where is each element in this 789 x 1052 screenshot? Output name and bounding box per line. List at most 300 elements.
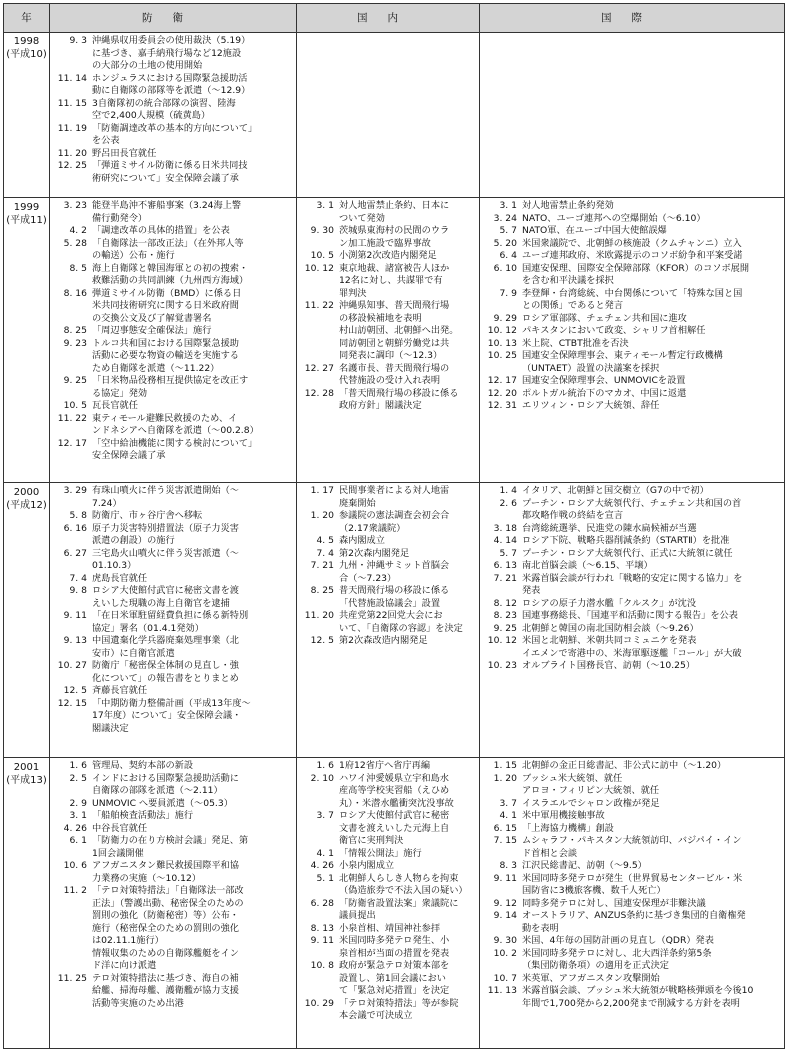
event-text: 中国遺棄化学兵器廃棄処理事業（北 安市）に自衛官派遣 [92,635,239,659]
event-text: 李登輝・台湾総統、中台関係について「特殊な国と国 との関係」であると発言 [522,287,743,311]
event-entry [50,698,295,736]
event-date: 9. 11 [310,935,334,946]
event-entry [297,510,478,535]
event-entry [480,238,783,251]
event-date [480,785,522,798]
event-entry [480,498,783,523]
event-date: 9. 11 [63,610,87,621]
event-entry [480,225,783,238]
event-entry [297,300,478,325]
event-entry [480,985,783,1010]
event-text: 3自衛隊初の統合部隊の演習、陸海 空で2,400人規模（硫黄島） [92,97,236,121]
event-entry [50,438,295,463]
event-date: 3. 7 [316,810,334,821]
event-entry [480,388,783,401]
event-text: 北朝鮮と韓国の南北国防相会談（～9.26） [522,622,699,634]
event-text: 村山訪朝団、北朝鮮へ出発。 [339,325,459,336]
event-text: 瓦長官就任 [92,400,138,411]
event-date: 11. 15 [57,97,87,109]
event-text: テロ対策特措法に基づき、海自の補 給艦、掃海母艦、護衛艦が協力支援 活動等実施のため出港 [92,972,239,1009]
event-text: 「防衛省設置法案」衆議院に 議員提出 [339,897,459,921]
event-date: 3. 1 [316,200,334,211]
event-text: 米国、4年毎の国防計画の見直し（QDR）発表 [522,935,714,946]
event-date: 10. 12 [487,325,517,336]
event-date: 12. 31 [487,400,517,411]
event-date: 10. 5 [310,250,334,261]
event-text: 沖縄県収用委員会の使用裁決（5.19） に基づき、嘉手納飛行場など12施設 の大部分の土地の使用開始 [92,35,251,71]
event-date: 12. 17 [57,437,87,449]
event-date: 11. 19 [57,122,87,134]
event-text: 小泉内閣成立 [339,860,395,871]
event-entry [50,810,295,823]
event-entry [297,200,478,225]
event-date: 8. 16 [63,287,87,299]
event-date: 9. 12 [493,897,517,909]
event-date: 1. 4 [499,485,517,496]
event-entry [50,35,295,73]
event-date: 1. 20 [493,772,517,784]
event-date: 10. 6 [63,860,87,871]
event-text: 「調達改革の具体的措置」を公表 [92,225,230,236]
event-entry [480,375,783,388]
event-date: 3. 18 [493,522,517,534]
event-entry [297,998,478,1023]
event-text: NATO軍、在ユーゴ中国大使館誤爆 [522,225,667,236]
event-entry [480,313,783,326]
event-date: 6. 13 [493,560,517,571]
event-entry [297,773,478,811]
event-date: 4. 1 [499,810,517,821]
event-text: 米露首脳会談が行われ「戦略的安定に関する協力」を 発表 [522,572,743,596]
era-label: (平成11) [6,215,47,226]
event-entry [50,798,295,811]
event-text: ロシア大使館付武官に秘密 文書を渡えいした元海上自 衛官に実刑判決 [339,810,450,846]
event-date: 7. 9 [499,287,517,299]
event-entry [50,523,295,548]
event-entry [480,535,783,548]
event-date: 4. 26 [310,860,334,871]
event-entry [50,823,295,836]
event-date: 9. 13 [63,635,87,646]
defense-events-2000 [50,485,295,755]
event-entry [297,485,478,510]
event-date: 12. 17 [487,375,517,386]
event-entry [50,948,295,973]
event-date: 10. 13 [487,337,517,349]
event-date: 6. 15 [493,822,517,834]
event-entry [297,363,478,388]
event-entry [297,325,478,338]
event-text: 防衛庁「秘密保全体制の見直し・強 化について」の報告書をとりまとめ [92,660,239,684]
event-text: 同時多発テロに対し、国連安保理が非難決議 [522,897,706,909]
domestic-events-1998 [297,35,478,195]
event-text: 「周辺事態安全確保法」施行 [92,325,212,336]
event-text: 原子力災害特別措置法（原子力災害 派遣の創設）の施行 [92,522,239,546]
event-date: 9. 25 [493,622,517,634]
event-date: 4. 2 [69,225,87,236]
event-entry [50,375,295,400]
event-text: 政府が緊急テロ対策本部を 設置し、第1回会議におい て「緊急対応措置」を決定 [339,960,450,996]
event-date: 9. 29 [493,312,517,324]
event-date: 12. 27 [304,362,334,374]
event-entry [480,873,783,898]
event-entry [50,548,295,573]
event-date: 9. 23 [63,337,87,349]
event-date: 11. 20 [57,147,87,159]
event-entry [50,685,295,698]
event-text: 「弾道ミサイル防衛に係る日米共同技 術研究について」安全保障会議了承 [92,160,248,184]
event-entry [480,910,783,935]
event-date: 8. 13 [310,922,334,934]
event-entry [50,238,295,263]
event-date: 2. 10 [310,772,334,784]
event-text: 同訪朝団と朝鮮労働党は共 同発表に調印（～12.3） [339,337,450,361]
event-text: 民間事業者による対人地雷 廃棄開始 [339,485,450,509]
event-text: 「空中給油機能に関する検討について」 安全保障会議了承 [92,437,258,461]
event-entry [297,535,478,548]
event-entry [480,263,783,288]
event-text: 1府12省庁へ省庁再編 [339,760,431,771]
event-entry [480,213,783,226]
event-date: 6. 27 [63,547,87,559]
event-text: オルブライト国務長官、訪朝（～10.25） [522,660,696,671]
event-text: 「在日米軍駐留経費負担に係る新特別 協定」署名（01.4.1発効） [92,610,249,634]
event-date: 10. 7 [493,972,517,984]
event-text: イエメンで寄港中の、米海軍駆逐艦「コール」が大破 [522,647,742,659]
event-text: 「船舶検査活動法」施行 [92,810,194,821]
event-entry [297,560,478,585]
event-date: 9. 8 [69,585,87,596]
event-date: 7. 21 [310,560,334,571]
event-text: イスラエルでシャロン政権が発足 [522,797,660,809]
event-entry [480,598,783,611]
era-label: (平成10) [6,49,47,60]
header-domestic: 国内 [357,12,418,24]
event-entry [50,585,295,610]
event-entry [50,760,295,773]
event-date: 2. 5 [69,772,87,784]
event-text: 国連安全保障理事会、UNMOVICを設置 [522,375,686,386]
event-entry [50,160,295,185]
event-date: 10. 8 [310,960,334,971]
event-text: ロシア軍部隊、チェチェン共和国に進攻 [522,312,687,324]
event-text: 茨城県東海村の民間のウラ ン加工施設で臨界事故 [339,225,450,249]
event-entry [480,860,783,873]
event-date: 7. 4 [316,547,334,559]
event-entry [297,585,478,610]
event-date: 6. 28 [310,897,334,909]
event-text: ポルトガル統治下のマカオ、中国に返還 [522,387,687,399]
event-date: 3. 1 [69,810,87,821]
event-date: 8. 5 [69,262,87,274]
event-entry [480,935,783,948]
event-text: 虎島長官就任 [92,572,148,584]
event-text: 海上自衛隊と韓国海軍との初の捜索・ 救難活動の共同訓練（九州西方海域） [92,262,249,286]
event-text: 北朝鮮の金正日総書記、非公式に訪中（～1.20） [522,760,727,771]
event-entry [50,773,295,798]
event-date: 10. 2 [493,947,517,959]
event-date: 11. 13 [487,985,517,996]
header-defense: 防衛 [142,12,203,24]
event-entry [297,263,478,301]
event-text: ロシア下院、戦略兵器削減条約（STARTⅡ）を批准 [522,535,730,546]
event-entry [50,400,295,413]
year-label: 2001 [13,762,40,773]
event-date: 12. 28 [304,387,334,399]
event-text: 九州・沖縄サミット首脳会 合（～7.23） [339,560,450,584]
event-date: 12. 15 [57,697,87,709]
event-entry [480,635,783,648]
event-text: 「防衛調達改革の基本的方向について」 を公表 [92,122,258,146]
event-entry [50,485,295,510]
event-date: 2. 9 [69,797,87,809]
event-entry [480,773,783,786]
event-entry [480,523,783,536]
event-date: 10. 12 [304,262,334,274]
event-text: 東ティモール避難民救援のため、イ ンドネシアへ自衛隊を派遣（～00.2.8） [92,412,259,436]
event-text: 「防衛力の在り方検討会議」発足、第 1回会議開催 [92,835,249,859]
event-date: 8. 23 [493,610,517,621]
event-date: 8. 25 [63,325,87,336]
event-text: 米国同時多発テロが発生（世界貿易センタービル・米 国防省に3機旅客機、数千人死亡） [522,872,743,896]
event-entry [297,548,478,561]
event-entry [50,148,295,161]
domestic-events-1999 [297,200,478,480]
event-text: ブッシュ米大統領、就任 [522,772,623,784]
event-entry [480,823,783,836]
event-date: 3. 1 [499,200,517,211]
event-date: 9. 25 [63,375,87,386]
event-date: 9. 11 [493,872,517,884]
event-date: 12. 5 [310,635,334,646]
event-text: 第2次森内閣発足 [339,547,410,559]
event-text: ロシア大使館付武官に秘密文書を渡 えいした現職の海上自衛官を逮捕 [92,585,239,609]
event-entry [480,485,783,498]
event-text: 国連安全保障理事会、東ティモール暫定行政機構 （UNTAET）設置の決議案を採択 [522,350,723,374]
era-label: (平成12) [6,500,47,511]
event-text: 普天間飛行場の移設に係る 「代替施設協議会」設置 [339,585,450,609]
event-date: 9. 14 [493,910,517,921]
event-entry [480,760,783,773]
event-text: インドにおける国際緊急援助活動に 自衛隊の部隊を派遣（～2.11） [92,772,239,796]
event-entry [480,623,783,636]
year-cell [4,761,49,787]
event-date: 9. 3 [69,35,87,46]
event-entry [50,98,295,123]
event-entry [50,200,295,225]
event-date: 10. 27 [57,660,87,671]
event-entry [50,610,295,635]
event-date [480,648,522,661]
event-text: 参議院の憲法調査会初会合 （2.17衆議院） [339,510,450,534]
event-date: 11. 20 [304,610,334,621]
event-text: 米国衆議院で、北朝鮮の核施設（クムチャンニ）立入 [522,237,742,249]
event-entry [480,973,783,986]
event-date: 4. 26 [63,822,87,834]
event-date: 2. 6 [499,497,517,509]
event-text: NATO、ユーゴ連邦への空爆開始（～6.10） [522,212,706,224]
event-date: 11. 2 [63,885,87,896]
event-date: 3. 7 [499,797,517,809]
event-date: 11. 25 [57,972,87,984]
table-header [4,4,784,33]
defense-events-1999 [50,200,295,480]
event-text: 南北首脳会談（～6.15、平壌） [522,560,653,571]
event-text: プーチン・ロシア大統領代行、チェチェン共和国の首 都攻略作戦の終結を宣言 [522,497,742,521]
event-text: UNMOVIC へ要員派遣（～05.3） [92,797,233,809]
event-entry [480,835,783,860]
era-label: (平成13) [6,775,47,786]
event-entry [50,413,295,438]
event-entry [480,200,783,213]
event-entry [297,935,478,960]
event-entry [297,923,478,936]
domestic-events-2000 [297,485,478,755]
event-date: 12. 20 [487,387,517,399]
event-text: 能登半島沖不審船事案（3.24海上警 備行動発令） [92,200,242,224]
event-date: 10. 12 [487,635,517,646]
event-text: ロシアの原子力潜水艦「クルスク」が沈没 [522,597,697,609]
year-cell [4,201,49,227]
event-text: 三宅島火山噴火に伴う災害派遣（～ 01.10.3） [92,547,239,571]
event-entry [480,798,783,811]
event-entry [480,785,783,798]
event-text: 中谷長官就任 [92,822,148,834]
event-text: 台湾総統選挙、民進党の陳水扁候補が当選 [522,522,697,534]
event-entry [480,548,783,561]
event-entry [297,810,478,848]
event-entry [297,610,478,635]
event-entry [480,325,783,338]
event-date: 10. 25 [487,350,517,361]
event-date: 5. 7 [499,547,517,559]
event-text: 小渕第2次改造内閣発足 [339,250,437,261]
event-text: 東京地裁、諸富被告人ほか 12名に対し、共謀罪で有 罪判決 [339,262,450,299]
row-divider [4,197,784,198]
year-label: 2000 [13,487,40,498]
defense-events-2001 [50,760,295,1048]
event-text: 弾道ミサイル防衛（BMD）に係る日 米共同技術研究に関する日米政府間 の交換公文及び了解覚書署名 [92,287,242,324]
year-cell [4,35,49,61]
event-entry [50,860,295,885]
event-text: 森内閣成立 [339,535,385,546]
event-text: 対人地雷禁止条約、日本に ついて発効 [339,200,450,224]
event-date: 12. 25 [57,160,87,171]
event-entry [480,250,783,263]
event-entry [297,225,478,250]
event-entry [50,288,295,326]
event-text: ムシャラフ・パキスタン大統領訪印、バジパイ・イン ド首相と会談 [522,835,742,859]
event-entry [297,848,478,861]
event-text: 管理局、契約本部の新設 [92,760,194,771]
event-text: 米中軍用機接触事故 [522,810,605,821]
event-text: エリツィン・ロシア大統領、辞任 [522,400,660,411]
international-events-1999 [480,200,783,480]
event-date: 5. 8 [69,510,87,521]
event-text: 「中期防衛力整備計画（平成13年度～ 17年度）について」安全保障会議・ 閣議決定 [92,697,251,734]
event-text: 小泉首相、靖国神社参拝 [339,922,441,934]
event-date: 10. 5 [63,400,87,411]
event-date: 1. 17 [310,485,334,496]
event-date: 10. 29 [304,997,334,1009]
event-text: 有珠山噴火に伴う災害派遣開始（～ 7.24） [92,485,239,509]
event-text: 「日米物品役務相互提供協定を改正す る協定」発効 [92,375,249,399]
domestic-events-2001 [297,760,478,1048]
event-text: アフガニスタン難民救援国際平和協 力業務の実施（～10.12） [92,860,239,884]
event-entry [480,573,783,598]
event-text: ホンジュラスにおける国際緊急援助活 動に自衛隊の部隊等を派遣（～12.9） [92,72,251,96]
event-date: 4. 5 [316,535,334,546]
event-entry [480,948,783,973]
event-date: 5. 1 [316,872,334,884]
event-entry [50,660,295,685]
event-text: 情報収集のための自衛隊艦艇をイン ド洋に向け派遣 [92,947,239,971]
event-date: 3. 23 [63,200,87,211]
event-date: 7. 21 [493,572,517,584]
event-entry [50,123,295,148]
event-date: 8. 25 [310,585,334,596]
international-events-1998 [480,35,783,195]
chronology-table [3,3,785,1049]
event-text: 防衛庁、市ヶ谷庁舎へ移転 [92,510,203,521]
event-text: 国連事務総長、「国連平和活動に関する報告」を公表 [522,610,738,621]
defense-events-1998 [50,35,295,195]
event-text: ユーゴ連邦政府、米欧露提示のコソボ紛争和平案受諾 [522,250,743,261]
event-date: 1. 6 [316,760,334,771]
event-entry [297,898,478,923]
event-date [50,948,92,973]
event-text: 第2次森改造内閣発足 [339,635,428,646]
event-text: 国連安保理、国際安全保障部隊（KFOR）のコソボ展開 を含む和平決議を採択 [522,262,750,286]
event-date: 8. 12 [493,597,517,609]
event-text: 名護市長、普天間飛行場の 代替施設の受け入れ表明 [339,362,450,386]
event-text: 米国同時多発テロ発生、小 泉首相が当面の措置を発表 [339,935,450,959]
event-text: 米国同時多発テロに対し、北大西洋条約第5条 （集団防衛条項）の適用を正式決定 [522,947,712,971]
event-date: 9. 30 [493,935,517,946]
event-entry [50,263,295,288]
event-text: 米上院、CTBT批准を否決 [522,337,629,349]
event-entry [297,250,478,263]
event-entry [480,288,783,313]
event-text: 米露首脳会談、ブッシュ米大統領が戦略核弾頭を今後10 年間で1,700発から2,200発まで削減する方針を表明 [522,985,754,1009]
event-date: 3. 24 [493,212,517,224]
year-cell [4,486,49,512]
event-text: 「情報公開法」施行 [339,847,422,859]
event-entry [50,510,295,523]
event-text: 北朝鮮人らしき人物らを拘束 （偽造旅券で不法入国の疑い） [339,872,468,896]
event-date: 3. 29 [63,485,87,496]
event-date: 7. 4 [69,572,87,584]
event-entry [480,898,783,911]
event-text: トルコ共和国における国際緊急援助 活動に必要な物資の輸送を実施する ため自衛隊を派遣（～11.22） [92,337,239,374]
year-label: 1999 [13,202,40,213]
event-entry [297,388,478,413]
event-entry [50,573,295,586]
event-date: 11. 22 [57,412,87,424]
event-date: 10. 23 [487,660,517,671]
event-entry [480,648,783,661]
event-entry [480,400,783,413]
event-text: 米英軍、アフガニスタン攻撃開始 [522,972,660,984]
event-text: 「普天間飛行場の移設に係る 政府方針」閣議決定 [339,387,459,411]
event-entry [50,885,295,948]
year-label: 1998 [13,36,40,47]
event-entry [297,760,478,773]
event-entry [480,338,783,351]
event-text: 「テロ対策特措法」「自衛隊法一部改 正法」（警護出動、秘密保全のための 罰則の強化（防衛秘密）等）公布・ 施行（秘密保全のための罰則の強化 は02.11.1施行） [92,885,244,946]
event-date: 5. 7 [499,225,517,236]
event-entry [480,350,783,375]
